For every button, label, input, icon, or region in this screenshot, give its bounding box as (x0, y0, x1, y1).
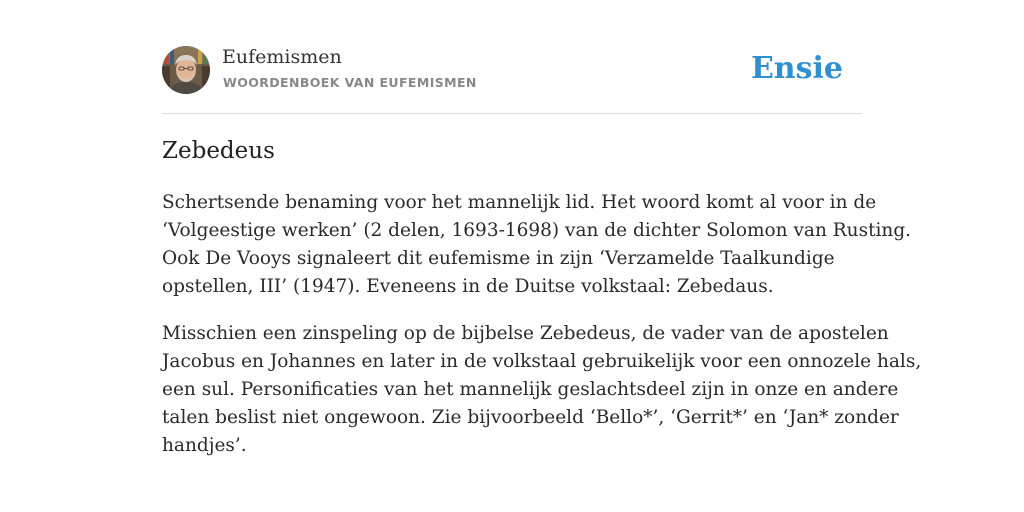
entry-title: Zebedeus (162, 138, 275, 164)
entry-paragraph (162, 189, 912, 301)
page-header (162, 46, 862, 96)
paragraph-line: Misschien een zinspeling op de bijbelse Zebedeus, de vader van de apostelen (162, 323, 889, 344)
dictionary-subtitle[interactable]: WOORDENBOEK VAN EUFEMISMEN (223, 75, 477, 90)
author-name[interactable]: Eufemismen (222, 46, 342, 68)
entry-body (162, 189, 922, 479)
entry-paragraph (162, 320, 922, 460)
paragraph-line: Jacobus en Johannes en later in de volkstaal gebruikelijk voor een onnozele hals, (162, 351, 922, 372)
brand-logo-link[interactable]: Ensie (750, 51, 843, 86)
paragraph-line: talen beslist niet ongewoon. Zie bijvoorbeeld ‘Bello*’, ‘Gerrit*’ en ‘Jan* zonder (162, 407, 899, 428)
paragraph-line: opstellen, III’ (1947). Eveneens in de Duitse volkstaal: Zebedaus. (162, 276, 774, 297)
avatar-portrait-image (162, 46, 210, 94)
paragraph-line: ‘Volgeestige werken’ (2 delen, 1693-1698) van de dichter Solomon van Rusting. (162, 220, 912, 241)
paragraph-line: Ook De Vooys signaleert dit eufemisme in zijn ‘Verzamelde Taalkundige (162, 248, 835, 269)
paragraph-line: een sul. Personificaties van het mannelijk geslachtsdeel zijn in onze en andere (162, 379, 899, 400)
paragraph-line: handjes’. (162, 435, 247, 456)
paragraph-line: Schertsende benaming voor het mannelijk lid. Het woord komt al voor in de (162, 192, 877, 213)
author-avatar[interactable] (162, 46, 210, 94)
header-divider (162, 113, 862, 114)
